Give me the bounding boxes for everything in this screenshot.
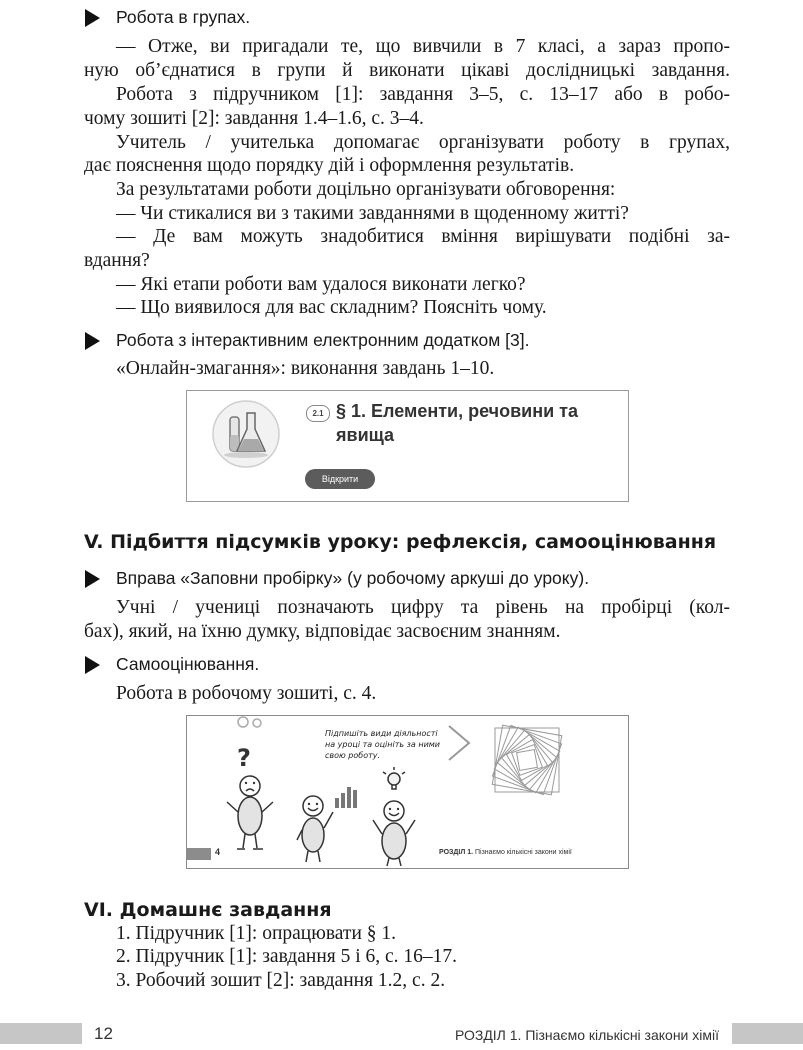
footer-right-bar (732, 1023, 803, 1044)
interactive-lesson-card[interactable] (186, 390, 629, 502)
bullet-arrow-icon (85, 9, 100, 27)
self-assessment-text: Робота в робочому зошиті, с. 4. (116, 683, 377, 704)
groups-question-2-cont: вдання? (84, 250, 150, 271)
workbook-caption-line: Підпишіть види діяльності (325, 729, 438, 738)
footer-page-number: 12 (94, 1024, 113, 1043)
bullet-arrow-icon (85, 570, 100, 588)
footer-chapter: РОЗДІЛ 1. Пізнаємо кількісні закони хімії (454, 1027, 719, 1043)
interactive-text: «Онлайн-змагання»: виконання завдань 1–10. (116, 358, 495, 379)
groups-question-2: — Де вам можуть знадобитися вміння вирішувати подібні за- (116, 226, 730, 247)
workbook-page-preview (186, 715, 629, 869)
groups-paragraph-4: За результатами роботи доцільно організувати обговорення: (116, 179, 616, 200)
interactive-bullet: Робота з інтерактивним електронним додатком [3]. (116, 330, 530, 350)
self-assessment-bullet: Самооцінювання. (116, 654, 260, 674)
workbook-caption-line: свою роботу. (325, 751, 381, 760)
groups-paragraph-1-cont: ную об’єднатися в групи й виконати цікаві дослідницькі завдання. (84, 60, 730, 81)
groups-question-4: — Що виявилося для вас складним? Поясніть чому. (116, 297, 547, 318)
groups-question-3: — Які етапи роботи вам удалося виконати легко? (116, 274, 526, 295)
bullet-arrow-icon (85, 332, 100, 350)
workbook-footer (439, 849, 572, 856)
open-button[interactable]: Відкрити (305, 469, 375, 489)
homework-item: 3. Робочий зошит [2]: завдання 1.2, с. 2. (116, 970, 446, 991)
groups-paragraph-3-cont: дає пояснення щодо порядку дій і оформлення результатів. (84, 155, 575, 176)
question-mark: ? (237, 744, 251, 772)
section-v-heading: V. Підбиття підсумків уроку: рефлексія, самооцінювання (84, 531, 717, 553)
lesson-title-cont: явища (336, 425, 395, 445)
section-vi-heading: VI. Домашнє завдання (84, 899, 332, 921)
bullet-arrow-icon (85, 656, 100, 674)
workbook-caption-line: на уроці та оцініть за ними (325, 740, 440, 749)
homework-item: 1. Підручник [1]: опрацювати § 1. (116, 923, 396, 944)
workbook-footer-chapter: РОЗДІЛ 1. (439, 849, 474, 856)
exercise-bullet: Вправа «Заповни пробірку» (у робочому аркуші до уроку). (116, 568, 590, 588)
homework-item: 2. Підручник [1]: завдання 5 і 6, с. 16–17. (116, 946, 458, 967)
exercise-paragraph: Учні / учениці позначають цифру та рівень на пробірці (кол- (116, 597, 730, 618)
groups-paragraph-3: Учитель / учителька допомагає організувати роботу в групах, (116, 132, 730, 153)
groups-paragraph-1: — Отже, ви пригадали те, що вивчили в 7 класі, а зараз пропо- (116, 36, 730, 57)
lesson-badge: 2.1 (306, 405, 330, 422)
workbook-caption (325, 728, 440, 761)
workbook-page-number: 4 (215, 847, 221, 857)
footer-left-bar (0, 1023, 82, 1044)
workbook-footer-title: Пізнаємо кількісні закони хімії (475, 849, 572, 856)
groups-paragraph-2-cont: чому зошиті [2]: завдання 1.4–1.6, с. 3–4. (84, 108, 424, 129)
groups-bullet: Робота в групах. (116, 7, 251, 27)
groups-question-1: — Чи стикалися ви з такими завданнями в щоденному житті? (116, 203, 629, 224)
lesson-title: § 1. Елементи, речовини та (336, 401, 578, 421)
groups-paragraph-2: Робота з підручником [1]: завдання 3–5, с. 13–17 або в робо- (116, 84, 730, 105)
lab-flasks-icon (211, 399, 281, 469)
exercise-paragraph-cont: бах), який, на їхню думку, відповідає засвоєним знанням. (84, 621, 561, 642)
